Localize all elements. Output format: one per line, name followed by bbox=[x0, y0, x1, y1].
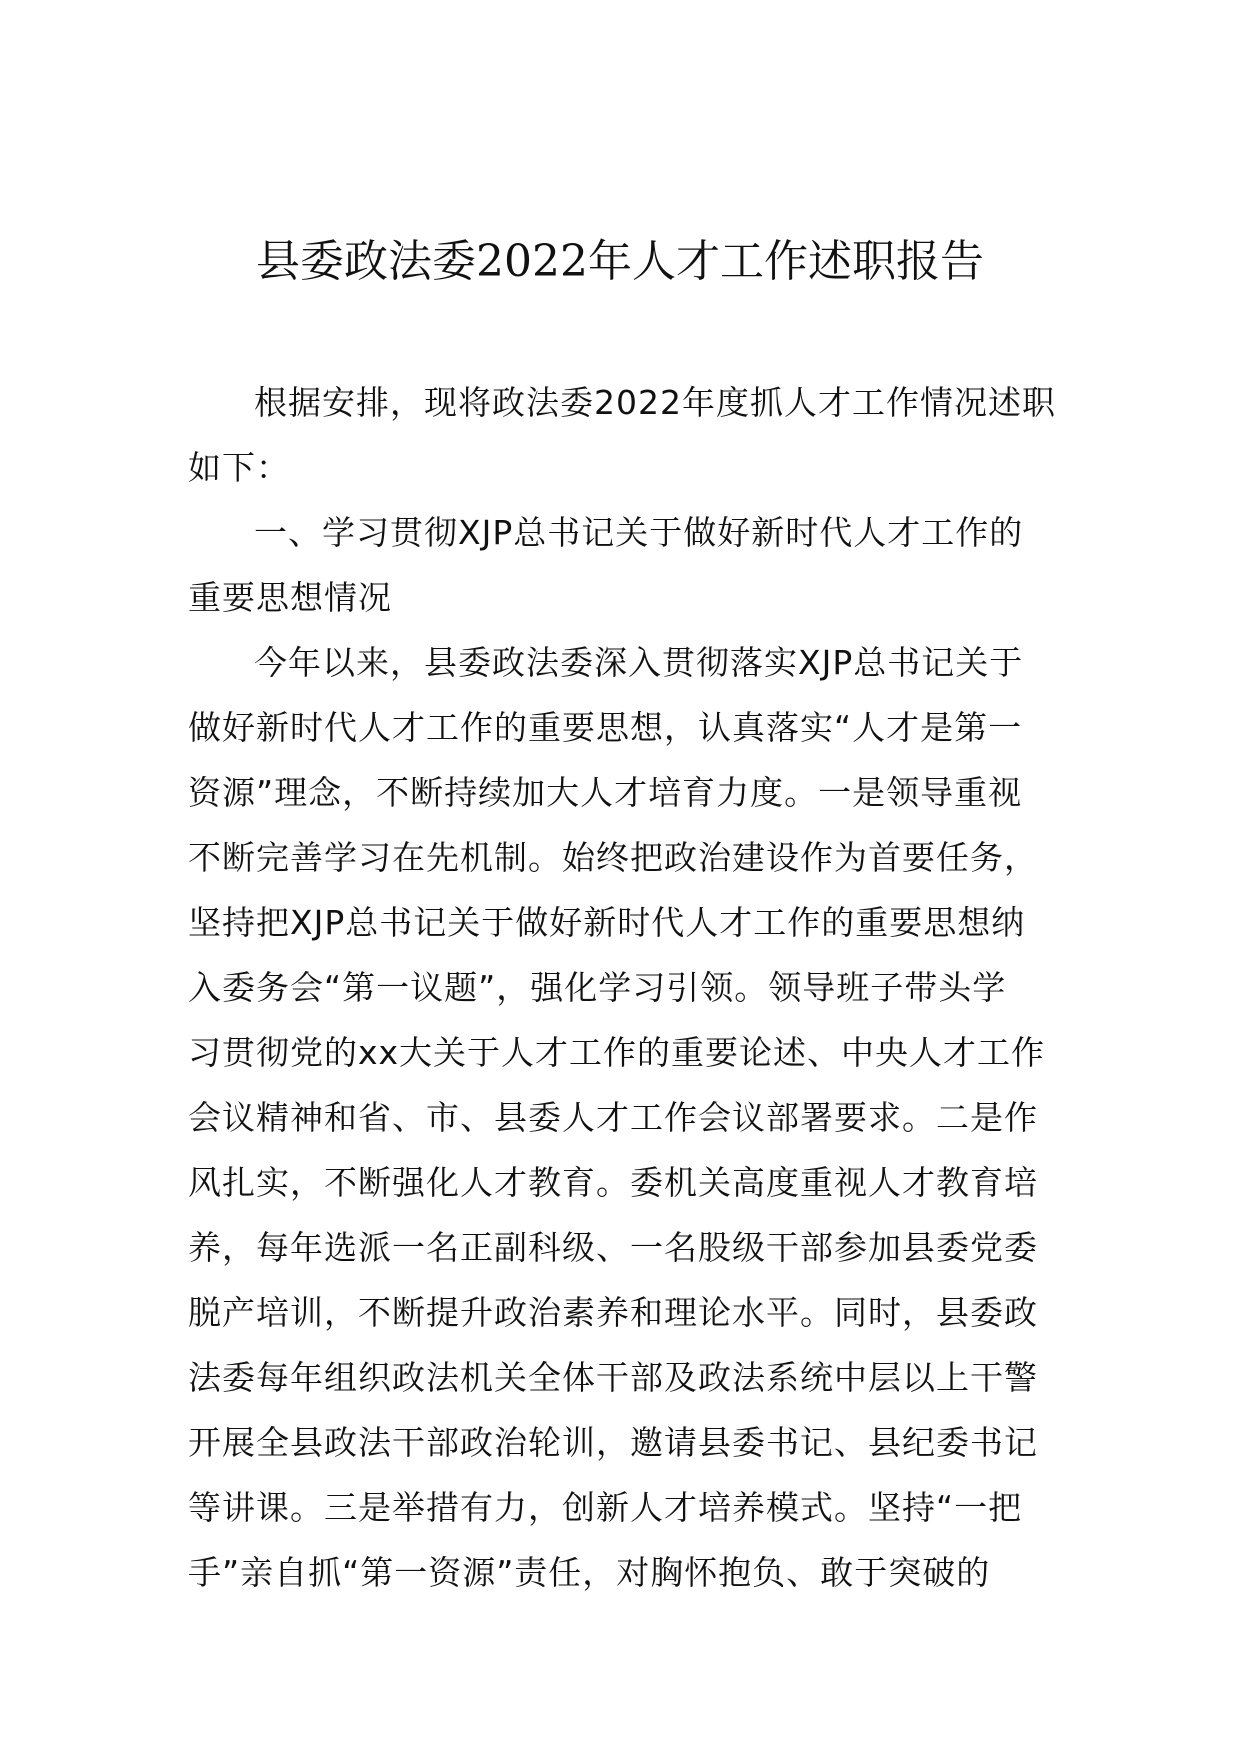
paragraph-line: 脱产培训，不断提升政治素养和理论水平。同时，县委政 bbox=[188, 1293, 1038, 1332]
paragraph-line: 等讲课。三是举措有力，创新人才培养模式。坚持“一把 bbox=[188, 1488, 1023, 1527]
paragraph-line: 法委每年组织政法机关全体干部及政法系统中层以上干警 bbox=[188, 1358, 1038, 1397]
paragraph-line: 风扎实，不断强化人才教育。委机关高度重视人才教育培 bbox=[188, 1163, 1038, 1202]
paragraph-line: 今年以来，县委政法委深入贯彻落实XJP总书记关于 bbox=[254, 643, 1024, 682]
paragraph-line: 会议精神和省、市、县委人才工作会议部署要求。二是作 bbox=[188, 1098, 1038, 1137]
document-body bbox=[188, 370, 1056, 1605]
paragraph-line: 手”亲自抓“第一资源”责任，对胸怀抱负、敢于突破的 bbox=[188, 1553, 991, 1592]
paragraph-line: 坚持把XJP总书记关于做好新时代人才工作的重要思想纳 bbox=[188, 903, 1026, 942]
paragraph-line: 不断完善学习在先机制。始终把政治建设作为首要任务， bbox=[188, 838, 1038, 877]
paragraph-line: 如下： bbox=[188, 448, 290, 487]
paragraph-line: 入委务会“第一议题”，强化学习引领。领导班子带头学 bbox=[188, 968, 1007, 1007]
paragraph-line: 根据安排，现将政法委2022年度抓人才工作情况述职 bbox=[254, 383, 1056, 422]
paragraph-line: 做好新时代人才工作的重要思想，认真落实“人才是第一 bbox=[188, 708, 1023, 747]
paragraph-line: 资源”理念，不断持续加大人才培育力度。一是领导重视 bbox=[188, 773, 1023, 812]
section-heading-line: 重要思想情况 bbox=[188, 578, 392, 617]
document-title: 县委政法委2022年人才工作述职报告 bbox=[256, 236, 984, 287]
paragraph-line: 习贯彻党的xx大关于人才工作的重要论述、中央人才工作 bbox=[188, 1033, 1046, 1072]
paragraph-line: 开展全县政法干部政治轮训，邀请县委书记、县纪委书记 bbox=[188, 1423, 1038, 1462]
paragraph-line: 养，每年选派一名正副科级、一名股级干部参加县委党委 bbox=[188, 1228, 1038, 1267]
section-heading-line: 一、学习贯彻XJP总书记关于做好新时代人才工作的 bbox=[254, 513, 1024, 552]
